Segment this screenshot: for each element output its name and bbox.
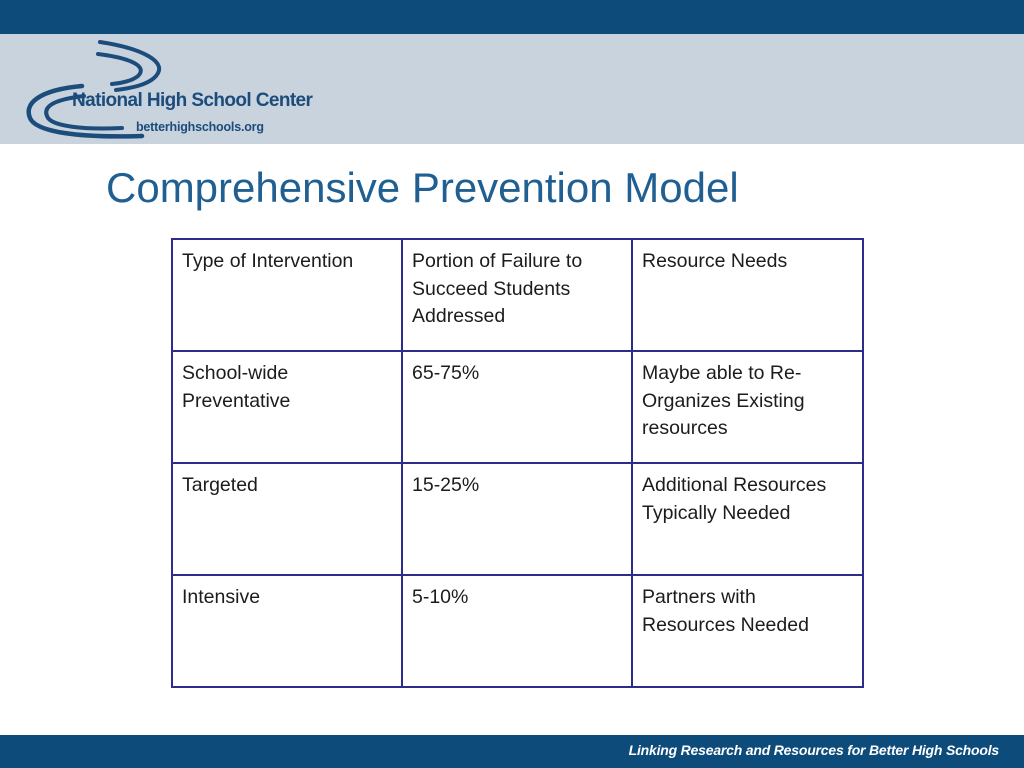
table-cell: Intensive	[172, 575, 402, 687]
table-row	[172, 463, 863, 575]
footer-bar	[0, 735, 1024, 768]
table-cell: Portion of Failure to Succeed Students Addressed	[402, 239, 632, 351]
table-header-row	[172, 239, 863, 351]
table-cell: 65-75%	[402, 351, 632, 463]
table-cell: Maybe able to Re-Organizes Existing resources	[632, 351, 863, 463]
table-row	[172, 351, 863, 463]
table-cell: Additional Resources Typically Needed	[632, 463, 863, 575]
table-cell: 15-25%	[402, 463, 632, 575]
table-row	[172, 575, 863, 687]
table-cell: 5-10%	[402, 575, 632, 687]
page-title: Comprehensive Prevention Model	[106, 164, 739, 211]
table-cell: School-wide Preventative	[172, 351, 402, 463]
table-cell: Partners with Resources Needed	[632, 575, 863, 687]
table-cell: Targeted	[172, 463, 402, 575]
brand-url: betterhighschools.org	[136, 120, 264, 134]
footer-tagline: Linking Research and Resources for Better High Schools	[628, 742, 999, 758]
top-bar	[0, 0, 1024, 34]
table-cell: Type of Intervention	[172, 239, 402, 351]
prevention-model-table	[171, 238, 864, 688]
table-cell: Resource Needs	[632, 239, 863, 351]
brand-name: National High School Center	[72, 90, 313, 111]
brand-logo	[22, 38, 312, 142]
